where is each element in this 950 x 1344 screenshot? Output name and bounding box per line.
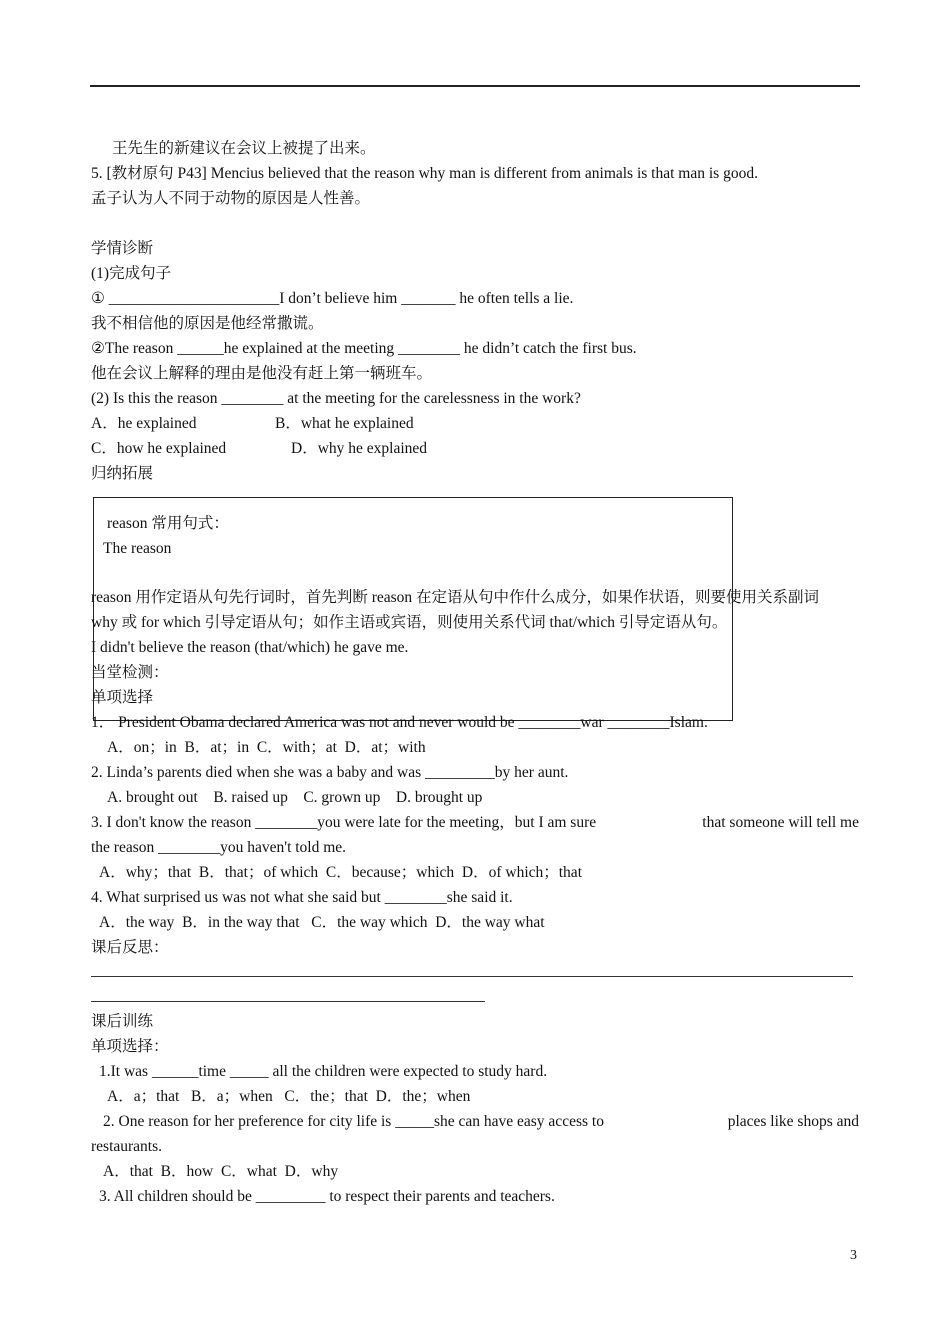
- summary-box-line-2: The reason: [103, 540, 172, 557]
- option-a: A．he explained: [91, 415, 197, 432]
- check-question-4: 4. What surprised us was not what she said but ________she said it.: [91, 889, 513, 906]
- homework-question-2-line-2: restaurants.: [91, 1138, 163, 1155]
- part-2-question: (2) Is this the reason ________ at the meeting for the carelessness in the work?: [91, 390, 581, 407]
- homework-question-2-options: A．that B．how C．what D．why: [103, 1163, 339, 1180]
- check-question-1: 1． President Obama declared America was not and never would be ________war ________Islam.: [91, 714, 708, 731]
- check-question-2-options: A. brought out B. raised up C. grown up D. brought up: [107, 789, 483, 806]
- check-question-1-options: A．on；in B．at；in C．with；at D．at；with: [107, 739, 426, 756]
- homework-question-1: 1.It was ______time _____ all the children were expected to study hard.: [99, 1063, 548, 1080]
- section-title-reflection: 课后反思：: [91, 939, 169, 956]
- section-title-homework: 课后训练: [91, 1013, 154, 1030]
- check-question-3-part-b: that someone will tell me: [702, 814, 859, 831]
- check-question-4-options: A．the way B．in the way that C．the way which D．the way what: [99, 914, 545, 931]
- part-1-heading: (1)完成句子: [91, 265, 172, 282]
- example-sentence-5-translation: 孟子认为人不同于动物的原因是人性善。: [91, 190, 371, 207]
- homework-question-2-line-1: [103, 1112, 859, 1132]
- chinese-note: 王先生的新建议在会议上被提了出来。: [112, 140, 376, 157]
- exercise-1-sentence: ① ______________________I don’t believe him _______ he often tells a lie.: [91, 290, 574, 307]
- check-question-3-options: A．why；that B．that；of which C．because；which D．of which；that: [99, 864, 582, 881]
- check-subtitle: 单项选择: [91, 689, 154, 706]
- option-c: C．how he explained: [91, 440, 227, 457]
- homework-question-3: 3. All children should be _________ to respect their parents and teachers.: [99, 1188, 555, 1205]
- section-title-diagnosis: 学情诊断: [91, 240, 154, 257]
- page-number: 3: [850, 1248, 857, 1263]
- grammar-rule-example: I didn't believe the reason (that/which) he gave me.: [91, 639, 409, 656]
- section-title-check: 当堂检测：: [91, 664, 169, 681]
- check-question-3-part-a: 3. I don't know the reason ________you were late for the meeting，but I am sure: [91, 814, 597, 831]
- check-question-3-line-1: [91, 813, 859, 833]
- grammar-rule-line-2: why 或 for which 引导定语从句；如作主语或宾语，则使用关系代词 that/which 引导定语从句。: [91, 614, 728, 631]
- check-question-3-line-2: the reason ________you haven't told me.: [91, 839, 347, 856]
- reflection-blank-line-2: [91, 1001, 485, 1002]
- exercise-2-sentence: ②The reason ______he explained at the meeting ________ he didn’t catch the first bus.: [91, 340, 637, 357]
- header-rule: [90, 85, 860, 87]
- summary-box-line-1: reason 常用句式：: [107, 515, 229, 532]
- homework-question-2-part-b: places like shops and: [727, 1113, 859, 1130]
- exercise-1-translation: 我不相信他的原因是他经常撒谎。: [91, 315, 324, 332]
- homework-subtitle: 单项选择：: [91, 1038, 169, 1055]
- section-title-summary: 归纳拓展: [91, 465, 154, 482]
- option-b: B．what he explained: [275, 415, 414, 432]
- homework-question-2-part-a: 2. One reason for her preference for city life is _____she can have easy access to: [103, 1113, 604, 1130]
- example-sentence-5: 5. [教材原句 P43] Mencius believed that the reason why man is different from animals is that man is good.: [91, 165, 758, 182]
- check-question-2: 2. Linda’s parents died when she was a baby and was _________by her aunt.: [91, 764, 569, 781]
- exercise-2-translation: 他在会议上解释的理由是他没有赶上第一辆班车。: [91, 365, 433, 382]
- homework-question-1-options: A．a；that B．a；when C．the；that D．the；when: [107, 1088, 471, 1105]
- reflection-blank-line-1: [91, 976, 853, 977]
- option-d: D．why he explained: [291, 440, 428, 457]
- grammar-rule-line-1: reason 用作定语从句先行词时，首先判断 reason 在定语从句中作什么成分，如果作状语，则要使用关系副词: [91, 589, 820, 606]
